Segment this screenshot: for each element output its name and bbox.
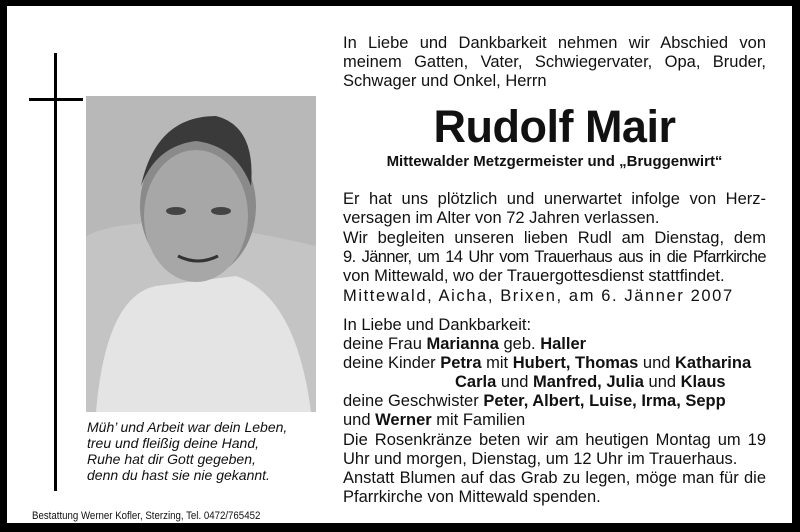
family-children-2: Carla und Manfred, Julia und Klaus [455, 373, 726, 391]
family-list [343, 316, 766, 430]
cross-icon [54, 53, 57, 491]
place-date: Mittewald, Aicha, Brixen, am 6. Jänner 2007 [343, 287, 734, 305]
funeral-home-footer: Bestattung Werner Kofler, Sterzing, Tel. 0472/765452 [32, 510, 261, 522]
text-line: Die Rosenkränze beten wir am heutigen Montag um 19 [343, 431, 766, 449]
intro-text [343, 34, 766, 91]
family-heading: In Liebe und Dankbarkeit: [343, 316, 532, 334]
text-line: Anstatt Blumen auf das Grab zu legen, möge man für die [343, 469, 766, 487]
portrait-photo [86, 96, 316, 412]
text-line: Er hat uns plötzlich und unerwartet infolge von Herz- [343, 190, 766, 208]
cross-icon-bar [29, 98, 83, 101]
poem [87, 419, 287, 483]
family-wife: deine Frau Marianna geb. Haller [343, 335, 587, 353]
donation-notice [343, 469, 766, 507]
rosary-notice [343, 431, 766, 469]
deceased-subtitle: Mittewalder Metzgermeister und „Bruggenwirt“ [386, 153, 723, 170]
deceased-name: Rudolf Mair [433, 101, 676, 152]
text-line: Wir begleiten unseren lieben Rudl am Dienstag, dem [343, 229, 766, 247]
family-children: deine Kinder Petra mit Hubert, Thomas und Katharina [343, 354, 752, 372]
intro-line: Schwager und Onkel, Herrn [343, 72, 547, 90]
death-notice [343, 190, 766, 228]
poem-line: treu und fleißig deine Hand, [87, 435, 259, 451]
family-siblings-2: und Werner mit Familien [343, 411, 526, 429]
funeral-details [343, 229, 766, 286]
poem-line: denn du hast sie nie gekannt. [87, 467, 270, 483]
poem-line: Ruhe hat dir Gott gegeben, [87, 451, 256, 467]
intro-line: meinem Gatten, Vater, Schwiegervater, Opa, Bruder, [343, 53, 766, 71]
poem-line: Müh’ und Arbeit war dein Leben, [87, 419, 288, 435]
text-line: versagen im Alter von 72 Jahren verlassen. [343, 209, 660, 227]
text-line: von Mittewald, wo der Trauergottesdienst stattfindet. [343, 267, 725, 285]
text-line: Uhr und morgen, Dienstag, um 12 Uhr im Trauerhaus. [343, 450, 738, 468]
text-line: 9. Jänner, um 14 Uhr vom Trauerhaus aus in die Pfarrkirche [343, 248, 766, 266]
intro-line: In Liebe und Dankbarkeit nehmen wir Abschied von [343, 34, 766, 52]
text-line: Pfarrkirche von Mittewald spenden. [343, 488, 601, 506]
family-siblings: deine Geschwister Peter, Albert, Luise, Irma, Sepp [343, 392, 726, 410]
